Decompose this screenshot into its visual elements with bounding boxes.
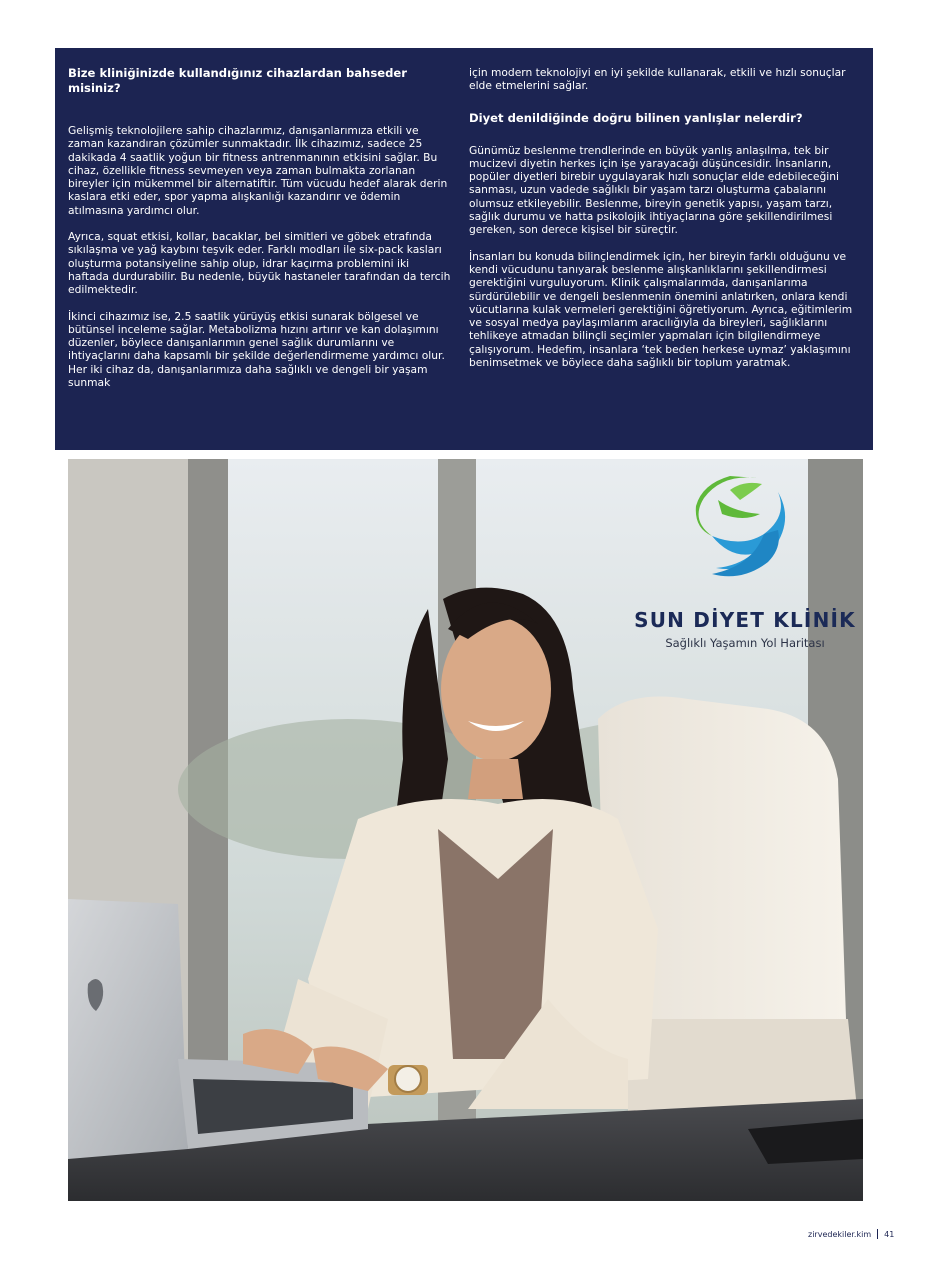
clinic-tagline: Sağlıklı Yaşamın Yol Haritası (665, 636, 825, 650)
right-column (469, 66, 861, 450)
page-number: 41 (884, 1229, 895, 1239)
question-heading: Bize kliniğinizde kullandığınız cihazlardan bahseder misiniz? (68, 66, 407, 95)
page-footer (808, 1229, 894, 1239)
footer-site: zirvedekiler.kim (808, 1229, 872, 1239)
clinic-logo (630, 470, 860, 660)
footer-divider (877, 1229, 878, 1239)
left-column (68, 66, 453, 450)
interview-text-panel (55, 48, 873, 450)
clinic-name: SUN DİYET KLİNİK (634, 608, 856, 632)
answer-paragraph: İnsanları bu konuda bilinçlendirmek için, her bireyin farklı olduğunu ve kendi vücudunu tanıyarak beslenme alışkanlıklarını şekillendirmesi gerektiğini vurguluyorum. Klinik çalışmalarımda, danışanlarıma sürdürülebilir ve dengeli beslenmenin önemini anlatırken, onlara kendi vücutlarına kulak vermeleri gerektiğini öğretiyorum. Ayrıca, eğitimlerim ve sosyal medya paylaşımlarım aracılığıyla da bireyleri, sağlıklarını tehlikeye atmadan bilinçli seçimler yapmaları için bilgilendirmeye çalışıyorum. Hedefim, insanlara ‘tek beden herkese uymaz’ yaklaşımını benimsetmek ve böylece daha sağlıklı bir toplum yaratmak. (469, 249, 853, 370)
answer-paragraph: Ayrıca, squat etkisi, kollar, bacaklar, bel simitleri ve göbek etrafında sıkılaşma ve yağ kaybını teşvik eder. Farklı modları ile six-pack kasları oluşturma potansiyeline sahip olup, idrar kaçırma problemini iki haftada durdurabilir. Bu nedenle, büyük hastaneler tarafından da tercih edilmektedir. (68, 230, 451, 297)
answer-paragraph: Gelişmiş teknolojilere sahip cihazlarımız, danışanlarımıza etkili ve zaman kazandıran çözümler sunmaktadır. İlk cihazımız, sadece 25 dakikada 4 saatlik yoğun bir fitness antrenmanının etkisini sağlar. Bu cihaz, özellikle fitness sevmeyen veya zaman bulmakta zorlanan bireyler için mükemmel bir alternatiftir. Tüm vücudu hedef alarak derin kaslara etki eder, spor yapma alışkanlığı kazandırır ve ödemin atılmasına yardımcı olur. (68, 124, 448, 217)
answer-paragraph: İkinci cihazımız ise, 2.5 saatlik yürüyüş etkisi sunarak bölgesel ve bütünsel inceleme sağlar. Metabolizma hızını artırır ve kan dolaşımını düzenler, böylece danışanlarımın genel sağlık durumlarını ve ihtiyaçlarını daha kapsamlı bir şekilde değerlendirmeme yardımcı olur. Her iki cihaz da, danışanlarımıza daha sağlıklı ve dengeli bir yaşam sunmak (68, 309, 445, 390)
answer-paragraph: Günümüz beslenme trendlerinde en büyük yanlış anlaşılma, tek bir mucizevi diyetin herkes için işe yarayacağı düşüncesidir. İnsanların, popüler diyetleri birebir uygulayarak hızlı sonuçlar elde edebileceğini sanması, uzun vadede sağlıklı bir yaşam tarzı oluşturma çabalarını olumsuz etkileyebilir. Beslenme, bireyin genetik yapısı, yaşam tarzı, sağlık durumu ve hatta psikolojik ihtiyaçlarına göre şekillendirilmesi gereken, son derece kişisel bir süreçtir. (469, 143, 839, 237)
question-heading: Diyet denildiğinde doğru bilinen yanlışlar nelerdir? (469, 110, 803, 125)
answer-paragraph: için modern teknolojiyi en iyi şekilde kullanarak, etkili ve hızlı sonuçlar elde etmelerini sağlar. (469, 66, 846, 93)
sun-diyet-logo-icon (682, 470, 802, 590)
